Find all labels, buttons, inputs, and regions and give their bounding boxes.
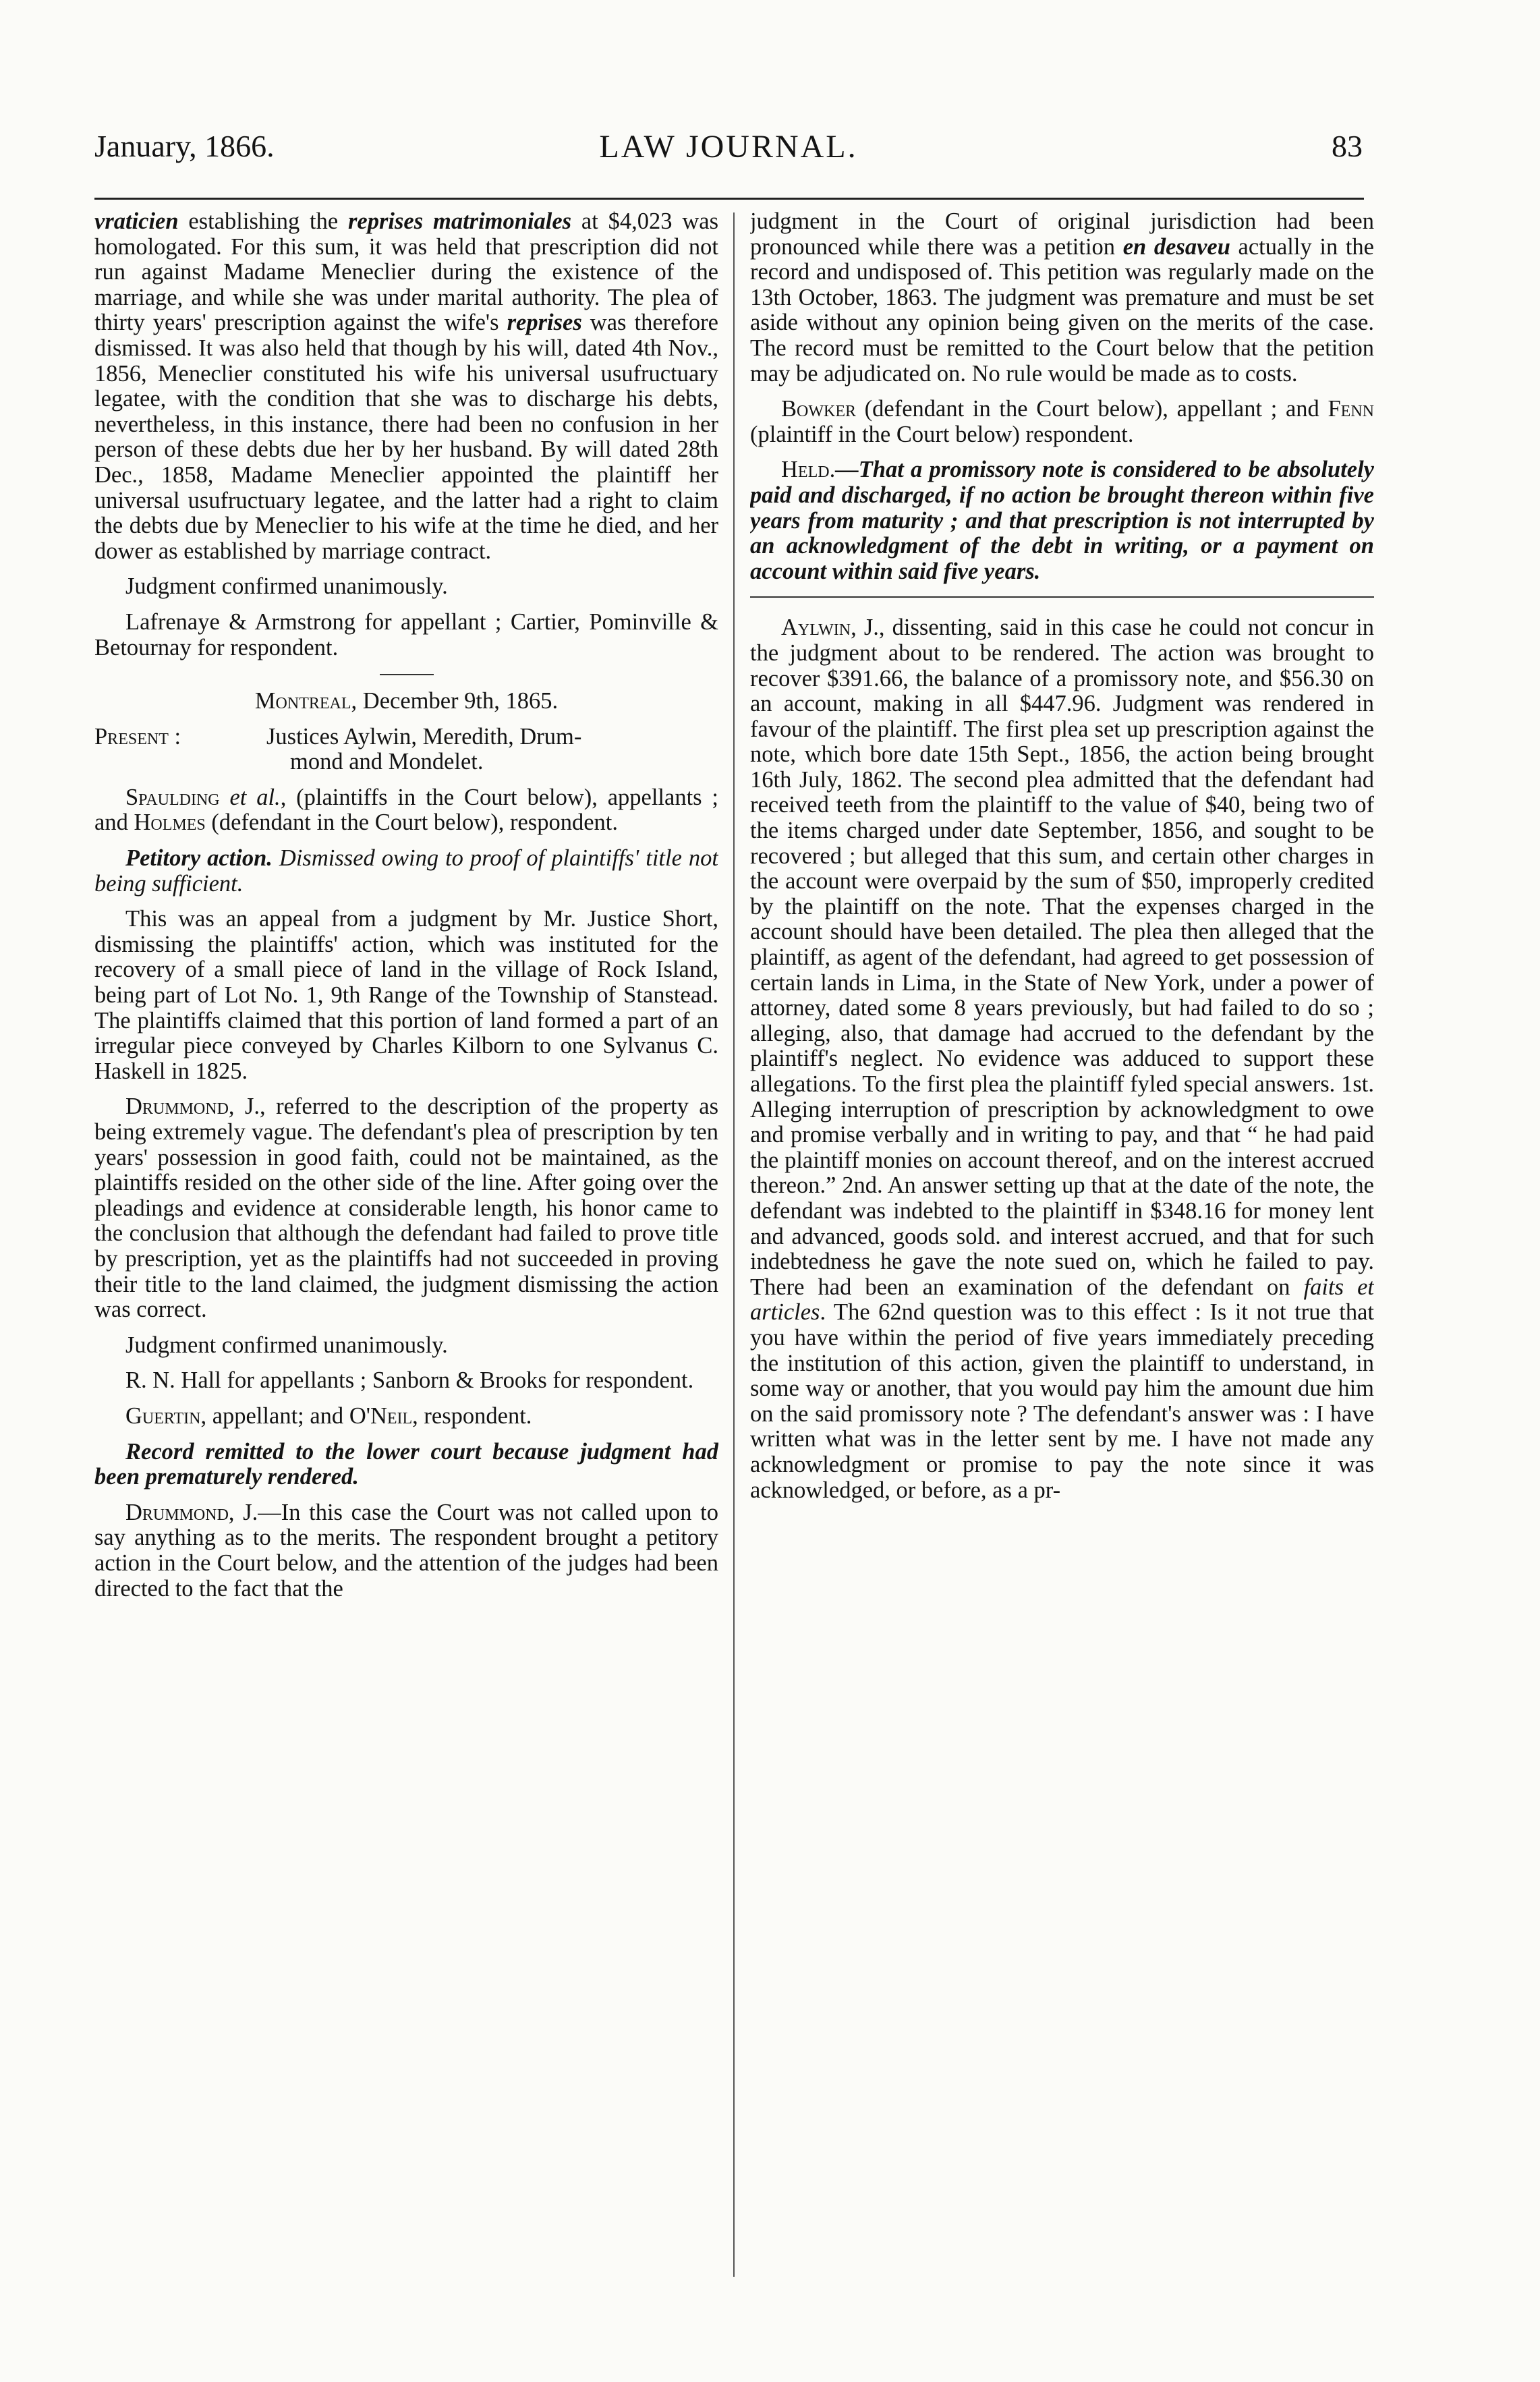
party-name: Fenn [1328, 396, 1374, 422]
headnote-held [750, 457, 1374, 584]
dateline-place: Montreal, [254, 688, 358, 714]
party-name: Bowker [781, 396, 856, 422]
text-run: establishing the [178, 209, 348, 234]
party-name: Guertin, [125, 1402, 207, 1429]
header-title: LAW JOURNAL. [599, 129, 858, 165]
headnote-record-remitted: Record remitted to the lower court because judgment had been prematurely rendered. [94, 1438, 718, 1490]
party-name: Spaulding [125, 784, 220, 810]
text-run: J., referred to the description of the property as being extremely vague. The defendant's plea of prescription by ten years' possession in good faith, could not be maintained, as the plaintiffs resided on the other side of the line. After going over the pleadings and evidence at considerable length, his honor came to the conclusion that although the defendant had failed to prove title by prescription, yet as the plaintiffs had not succeeded in proving their title to the land claimed, the judgment dismissing the action was correct. [94, 1094, 718, 1323]
text-run: judgment in the Court of original jurisdiction had been pronounced while there was a petition [750, 209, 1374, 260]
text-run: Dismissed owing to proof of plaintiffs' title not being sufficient. [94, 845, 718, 897]
text-run: at $4,023 was homologated. For this sum, it was held that prescription did not run against Madame Meneclier during the existence of the marriage, and while she was under marital authority. The plea of thirty years' prescription against the wife's [94, 209, 718, 336]
text-run: appellant; and [206, 1402, 349, 1429]
case-spaulding-parties [94, 785, 718, 836]
text-run: (defendant in the Court below), appellant ; and [856, 396, 1328, 422]
running-header [94, 128, 1363, 182]
italic-term: vraticien [94, 209, 179, 234]
text-run: J., dissenting, said in this case he could not concur in the judgment about to be rendered. The action was brought to recover $391.66, the balance of a promissory note, and $56.30 on an account, making in all $447.96. Judgment was rendered in favour of the plaintiff. The first plea set up prescription against the note, which bore date 15th Sept., 1856, the action being brought 16th July, 1862. The second plea admitted that the defendant had received teeth from the plaintiff to the value of $40, being two of the items charged under date September, 1856, and sought to be recovered ; but alleged that this sum, and certain other charges in the account were overpaid by the sum of $50, improperly credited by the plaintiff on the note. That the expenses charged in the account should have been detailed. The plea then alleged that the plaintiff, as agent of the defendant, had agreed to get possession of certain lands in Lima, in the State of New York, under a power of attorney, dated some 8 years previously, but had failed to do so ; alleging, also, that damage had accrued to the defendant by the plaintiff's neglect. No evidence was adduced to support these allegations. To the first plea the plaintiff fyled special answers. 1st. Alleging interruption of prescription by acknowledgment to owe and promise verbally and in writing to pay, and that “ he had paid the plaintiff monies on account thereof, and on the interest accrued thereon.” 2nd. An answer setting up that at the date of the note, the defendant was indebted to the plaintiff in $348.16 for money lent and advanced, goods sold. and interest accrued, and that for such indebtedness he gave the note sued on, which he failed to pay. There had been an examination of the defendant on [750, 615, 1374, 1300]
present-line: mond and Mondelet. [290, 749, 484, 775]
paragraph-appeal: This was an appeal from a judgment by Mr. Justice Short, dismissing the plaintiffs' action, which was instituted for the recovery of a small piece of land in the village of Rock Island, being part of Lot No. 1, 9th Range of the Township of Stanstead. The plaintiffs claimed that this portion of land formed a part of an irregular piece conveyed by Charles Kilborn to one Sylvanus C. Haskell in 1825. [94, 906, 718, 1084]
text-run: , (plaintiffs in the Court below), appellants ; and [94, 784, 718, 836]
dateline-date: December 9th, 1865. [357, 688, 559, 714]
left-column [94, 209, 718, 2294]
section-rule [750, 596, 1374, 598]
italic-term: faits et articles [750, 1274, 1374, 1326]
paragraph-drummond-1 [94, 1094, 718, 1322]
paragraph-drummond-2 [94, 1500, 718, 1601]
text-run: —That a promissory note is considered to be absolutely paid and discharged, if no action be brought thereon within five years from maturity ; and that prescription is not interrupted by an acknowledgment of the debt in writing, or a payment on account within said five years. [750, 457, 1374, 584]
present-label: Present : [94, 723, 181, 749]
judge-name: Drummond, [125, 1499, 235, 1525]
text-run: actually in the record and undisposed of. This petition was regularly made on the 13th October, 1863. The judgment was premature and must be set aside without any opinion being given on the merits of the case. The record must be remitted to the Court below that the petition may be adjudicated on. No rule would be made as to costs. [750, 233, 1374, 387]
text-run: was therefore dismissed. It was also held that though by his will, dated 4th Nov., 1856, Meneclier constituted his wife his universal usufructuary legatee, with the condition that she was to discharge his debts, nevertheless, in this instance, there had been no confusion in her person of these debts due her by her husband. By will dated 28th Dec., 1858, Madame Meneclier appointed the plaintiff her universal usufructuary legatee, and the latter had a right to claim the debts due by Meneclier to his wife at the time he died, and her dower as established by marriage contract. [94, 310, 718, 564]
judge-name: Drummond, [125, 1094, 235, 1120]
column-divider [733, 212, 735, 2277]
judge-name: Aylwin, [781, 615, 857, 641]
present-justices [94, 725, 718, 775]
case-guertin-parties [94, 1404, 718, 1429]
text-run: (plaintiff in the Court below) respondent. [750, 421, 1134, 447]
text-run: respondent. [418, 1402, 532, 1429]
paragraph-reprises [94, 209, 718, 564]
counsel-line-2: R. N. Hall for appellants ; Sanborn & Brooks for respondent. [125, 1367, 694, 1394]
italic-term: reprises matrimoniales [348, 209, 572, 234]
text-run: J.—In this case the Court was not called upon to say anything as to the merits. The respondent brought a petitory action in the Court below, and the attention of the judges had been directed to the fact that the [94, 1499, 718, 1601]
case-bowker-parties [750, 397, 1374, 447]
present-line: Justices Aylwin, Meredith, Drum- [266, 723, 582, 749]
italic-term: reprises [507, 310, 582, 336]
text-run: (defendant in the Court below), respondent. [205, 810, 618, 836]
right-column [750, 209, 1374, 2294]
text-run: et al. [219, 784, 281, 810]
section-divider [380, 674, 434, 675]
counsel-line-1: Lafrenaye & Armstrong for appellant ; Cartier, Pominville & Betournay for respondent. [94, 608, 718, 660]
page-number: 83 [1332, 129, 1363, 163]
montreal-dateline [94, 689, 718, 714]
judgment-confirmed-1: Judgment confirmed unanimously. [125, 573, 448, 600]
held-label: Held. [781, 457, 836, 483]
paragraph-judgment-premature [750, 209, 1374, 387]
italic-term: en desaveu [1122, 233, 1230, 260]
text-run: Petitory action. [125, 845, 273, 872]
party-name: O'Neil, [349, 1402, 418, 1429]
party-name: Holmes [134, 810, 206, 836]
present-names [266, 725, 718, 775]
headnote-petitory [94, 846, 718, 897]
judgment-confirmed-2: Judgment confirmed unanimously. [125, 1332, 448, 1358]
header-date: January, 1866. [94, 129, 275, 163]
text-run: . The 62nd question was to this effect : Is it not true that you have within the period of five years immediately preceding the institution of this action, given the plaintiff to understand, in some way or another, that you would pay him the amount due him on the said promissory note ? The defendant's answer was : I have written what was in the letter sent by me. I have not made any acknowledgment or promise to pay the note since it was acknowledged, or before, as a pr- [750, 1299, 1374, 1503]
header-rule [94, 198, 1364, 200]
paragraph-aylwin-dissent [750, 615, 1374, 1503]
